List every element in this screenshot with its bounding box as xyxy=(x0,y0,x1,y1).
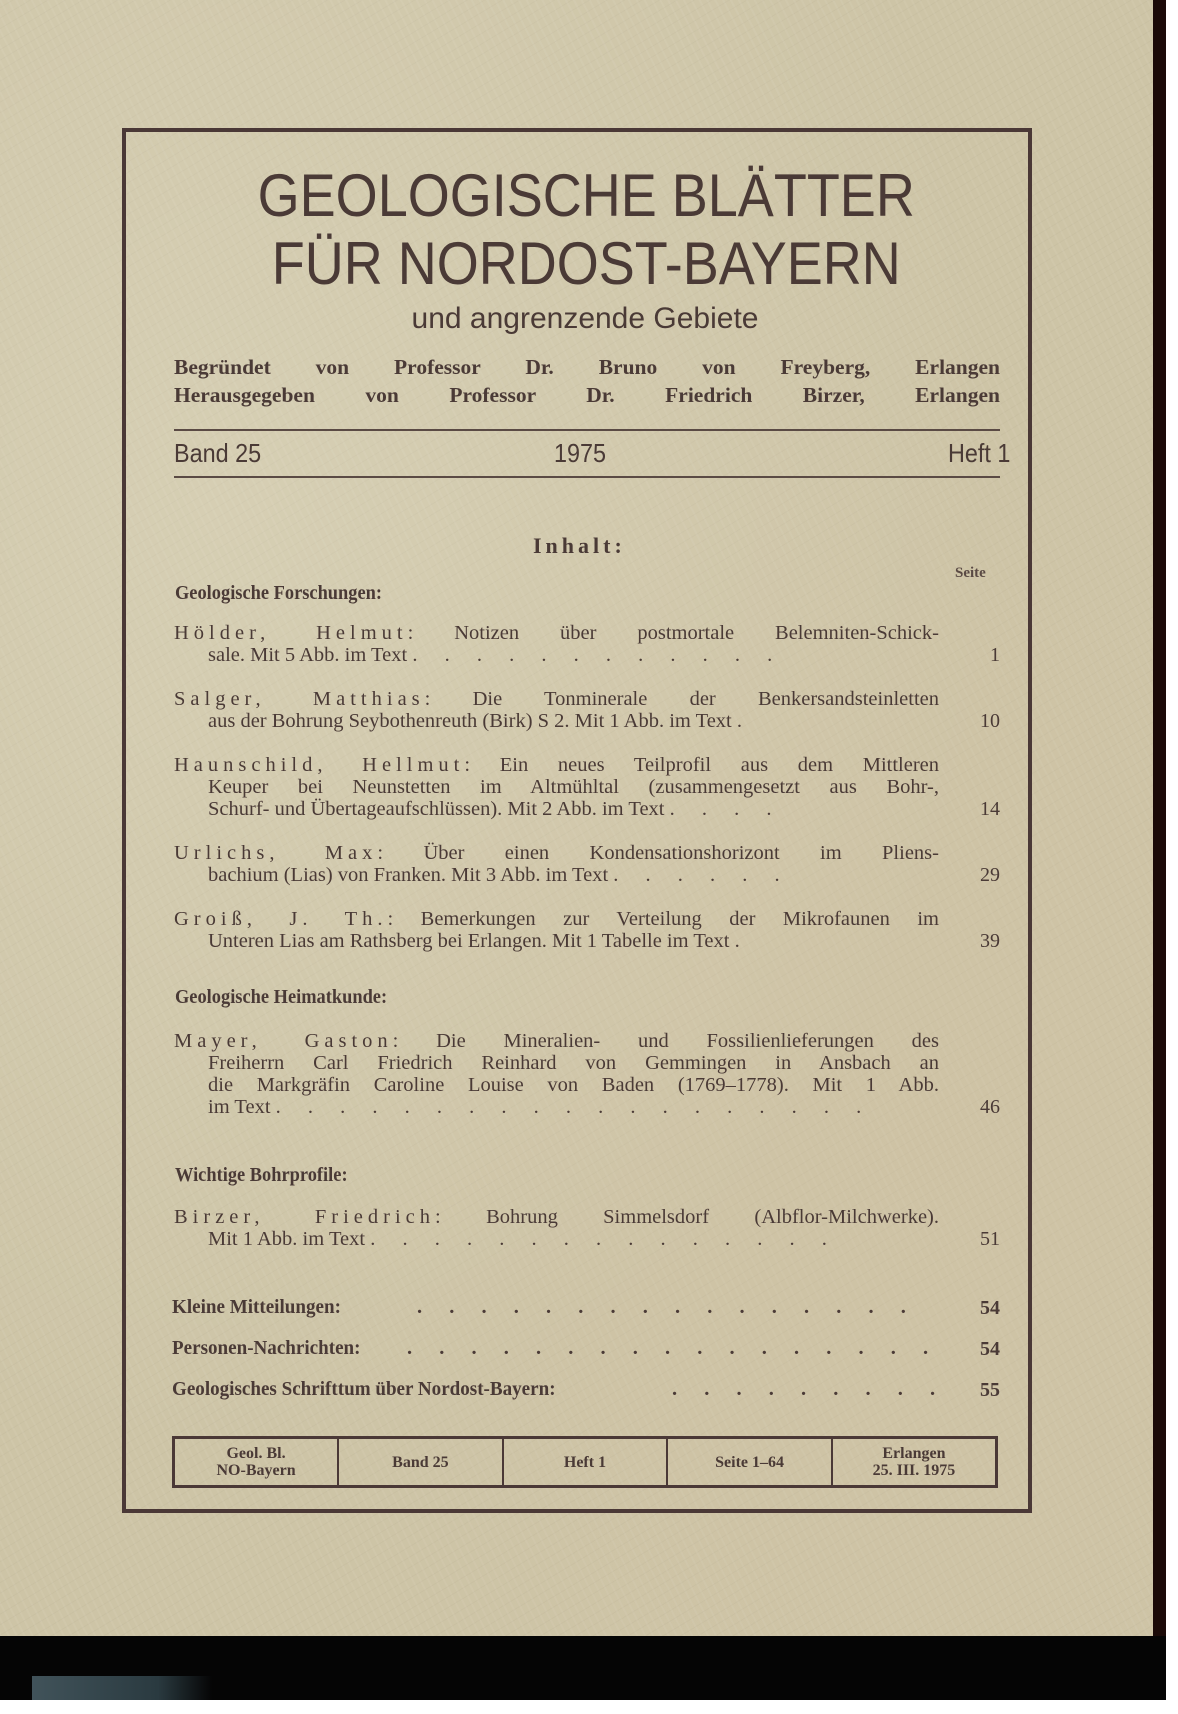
misc-page-number: 54 xyxy=(980,1297,1000,1319)
contents-heading: Inhalt: xyxy=(533,533,626,558)
entry-author: Hölder, Helmut xyxy=(174,622,408,644)
toc-entry[interactable]: Haunschild, Hellmut: Ein neues Teilprofil aus dem Mittleren Keuper bei Neunstetten im Altmühltal (zusammengesetzt aus Bohr-, Schurf- und Übertageaufschlüssen). Mit 2 Abb. im Text . . . . 14 xyxy=(174,754,1000,820)
divider-bottom xyxy=(174,476,1000,478)
scan-edge-bottom xyxy=(0,1636,1166,1700)
year-label: 1975 xyxy=(554,438,607,468)
misc-label: Geologisches Schrifttum über Nordost-Bayern: xyxy=(172,1378,556,1400)
journal-title-line-2: FÜR NORDOST-BAYERN xyxy=(271,230,901,297)
entry-page-number: 14 xyxy=(980,798,1000,820)
citation-table xyxy=(172,1436,998,1488)
entry-author: Salger, Matthias xyxy=(174,688,425,710)
toc-entry-misc[interactable] xyxy=(172,1337,1000,1361)
page-column-heading: Seite xyxy=(955,565,986,581)
toc-entry-misc[interactable] xyxy=(172,1296,1000,1320)
dot-leader: . . . . . . . . . xyxy=(672,1378,947,1400)
misc-label: Personen-Nachrichten: xyxy=(172,1337,361,1359)
section-title: Geologische Heimatkunde: xyxy=(175,986,388,1008)
entry-title: Notizen über postmortale Belemniten-Schick- xyxy=(454,622,939,644)
entry-title: Ein neues Teilprofil aus dem Mittleren xyxy=(499,754,939,776)
founder-credit: Begründet von Professor Dr. Bruno von Freyberg, Erlangen xyxy=(174,355,1000,379)
misc-page-number: 54 xyxy=(980,1338,1000,1360)
volume-label: Band 25 xyxy=(174,438,262,468)
citation-journal-cell: Geol. Bl. NO-Bayern xyxy=(174,1438,339,1487)
entry-author: Haunschild, Hellmut xyxy=(174,754,465,776)
entry-page-number: 1 xyxy=(990,644,1000,666)
entry-page-number: 10 xyxy=(980,710,1000,732)
dot-leader: . . . . xyxy=(669,798,783,820)
toc-entry[interactable]: Hölder, Helmut: Notizen über postmortale Belemniten-Schick- sale. Mit 5 Abb. im Text . . . . . . . . . . . . 1 xyxy=(174,622,1000,666)
dot-leader: . . . . . . . . . . . . . . . . . . . xyxy=(275,1096,873,1118)
entry-page-number: 51 xyxy=(980,1228,1000,1250)
entry-title: Die Mineralien- und Fossilienlieferungen des xyxy=(436,1030,940,1052)
entry-author: Urlichs, Max xyxy=(174,842,378,864)
divider-top xyxy=(174,429,1000,431)
entry-page-number: 39 xyxy=(980,930,1000,952)
dot-leader: . . . . . . . . . . . . . . . xyxy=(370,1228,838,1250)
citation-pages-cell: Seite 1–64 xyxy=(667,1438,832,1487)
scan-edge-right xyxy=(1153,0,1166,1636)
toc-entry[interactable]: Mayer, Gaston: Die Mineralien- und Fossilienlieferungen des Freiherrn Carl Friedrich Reinhard von Gemmingen in Ansbach an die Markgräfin Caroline Louise von Baden (1769–1778). Mit 1 Abb. im Text . . . . . . . . . . . . . . . . . . . 46 xyxy=(174,1030,1000,1118)
entry-page-number: 29 xyxy=(980,864,1000,886)
issue-number-label: Heft 1 xyxy=(947,438,1010,468)
editor-credit: Herausgegeben von Professor Dr. Friedrich Birzer, Erlangen xyxy=(174,383,1000,407)
entry-title: Über einen Kondensationshorizont im Pliens- xyxy=(423,842,939,864)
entry-title: Die Tonminerale der Benkersandsteinletten xyxy=(472,688,940,710)
entry-page-number: 46 xyxy=(980,1096,1000,1118)
entry-title: Bohrung Simmelsdorf (Albflor-Milchwerke). xyxy=(486,1206,939,1228)
entry-author: Birzer, Friedrich xyxy=(174,1206,436,1228)
dot-leader: . . . . . . . . . . . . xyxy=(412,644,784,666)
section-title: Wichtige Bohrprofile: xyxy=(175,1164,348,1186)
dot-leader: . . . . . . . . . . . . . . . . xyxy=(417,1296,917,1318)
section-title: Geologische Forschungen: xyxy=(175,582,382,604)
toc-entry[interactable]: Salger, Matthias: Die Tonminerale der Benkersandsteinletten aus der Bohrung Seybothenreuth (Birk) S 2. Mit 1 Abb. im Text . 10 xyxy=(174,688,1000,732)
toc-entry[interactable]: Urlichs, Max: Über einen Kondensationshorizont im Pliens- bachium (Lias) von Franken. Mit 3 Abb. im Text . . . . . . 29 xyxy=(174,842,1000,886)
dot-leader: . . . . . . . . . . . . . . . . . xyxy=(407,1337,940,1359)
toc-entry[interactable]: Groiß, J. Th.: Bemerkungen zur Verteilung der Mikrofaunen im Unteren Lias am Rathsberg bei Erlangen. Mit 1 Tabelle im Text . 39 xyxy=(174,908,1000,952)
toc-entry-misc[interactable] xyxy=(172,1378,1000,1402)
entry-title: Bemerkungen zur Verteilung der Mikrofaunen im xyxy=(420,908,939,930)
citation-issue-cell: Heft 1 xyxy=(503,1438,668,1487)
issue-info-row xyxy=(174,438,1010,472)
journal-title-line-1: GEOLOGISCHE BLÄTTER xyxy=(257,162,915,229)
entry-author: Groiß, J. Th. xyxy=(174,908,388,930)
citation-place-date-cell: Erlangen 25. III. 1975 xyxy=(832,1438,997,1487)
toc-entry[interactable]: Birzer, Friedrich: Bohrung Simmelsdorf (Albflor-Milchwerke). Mit 1 Abb. im Text . . . . . . . . . . . . . . . 51 xyxy=(174,1206,1000,1250)
citation-volume-cell: Band 25 xyxy=(338,1438,503,1487)
misc-label: Kleine Mitteilungen: xyxy=(172,1296,341,1318)
journal-subtitle: und angrenzende Gebiete xyxy=(411,302,759,335)
dot-leader: . . . . . . xyxy=(613,864,791,886)
misc-page-number: 55 xyxy=(980,1379,1000,1401)
entry-author: Mayer, Gaston xyxy=(174,1030,393,1052)
